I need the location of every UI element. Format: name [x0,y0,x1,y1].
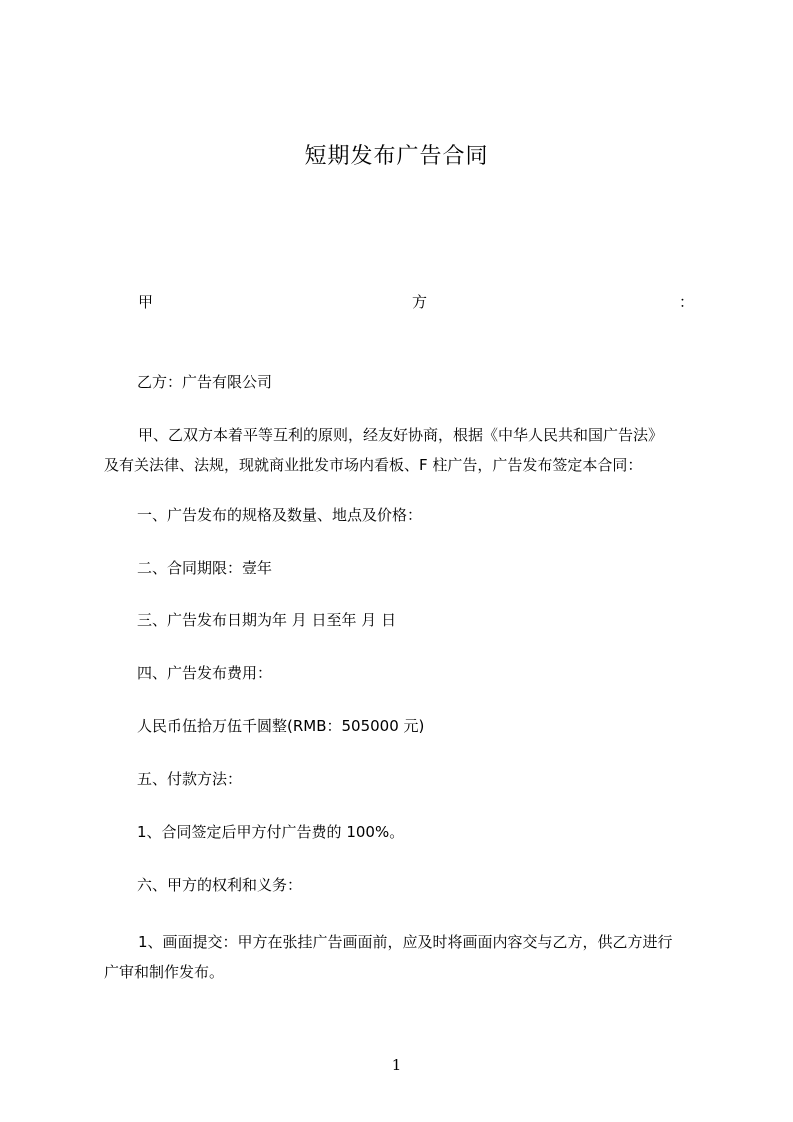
clause-4-amount: 人民币伍拾万伍千圆整(RMB：505000 元) [137,717,425,735]
party-a-line [138,290,694,314]
intro-paragraph [104,420,704,480]
clause-2: 二、合同期限：壹年 [137,559,273,577]
party-a-colon: ： [678,293,694,311]
clause-6-item-1-line-1: 1、画面提交：甲方在张挂广告画面前，应及时将画面内容交与乙方，供乙方进行 [138,933,673,951]
clause-3: 三、广告发布日期为年 月 日至年 月 日 [137,611,397,629]
party-b-line: 乙方：广告有限公司 [137,373,273,391]
intro-line-1: 甲、乙双方本着平等互利的原则，经友好协商，根据《中华人民共和国广告法》 [138,426,664,444]
document-title: 短期发布广告合同 [304,144,489,169]
intro-line-2: 及有关法律、法规，现就商业批发市场内看板、F 柱广告，广告发布签定本合同： [104,456,643,474]
party-a-char1: 甲 [138,293,154,311]
clause-5-item-1: 1、合同签定后甲方付广告费的 100%。 [137,823,405,841]
party-a-char2: 方 [412,293,428,311]
clause-4: 四、广告发布费用： [137,664,273,682]
clause-5: 五、付款方法： [137,770,243,788]
clause-1: 一、广告发布的规格及数量、地点及价格： [137,506,423,524]
page-number: 1 [391,1056,402,1074]
clause-6-item-1 [104,927,704,987]
clause-6: 六、甲方的权利和义务： [137,876,303,894]
clause-6-item-1-line-2: 广审和制作发布。 [104,963,225,981]
